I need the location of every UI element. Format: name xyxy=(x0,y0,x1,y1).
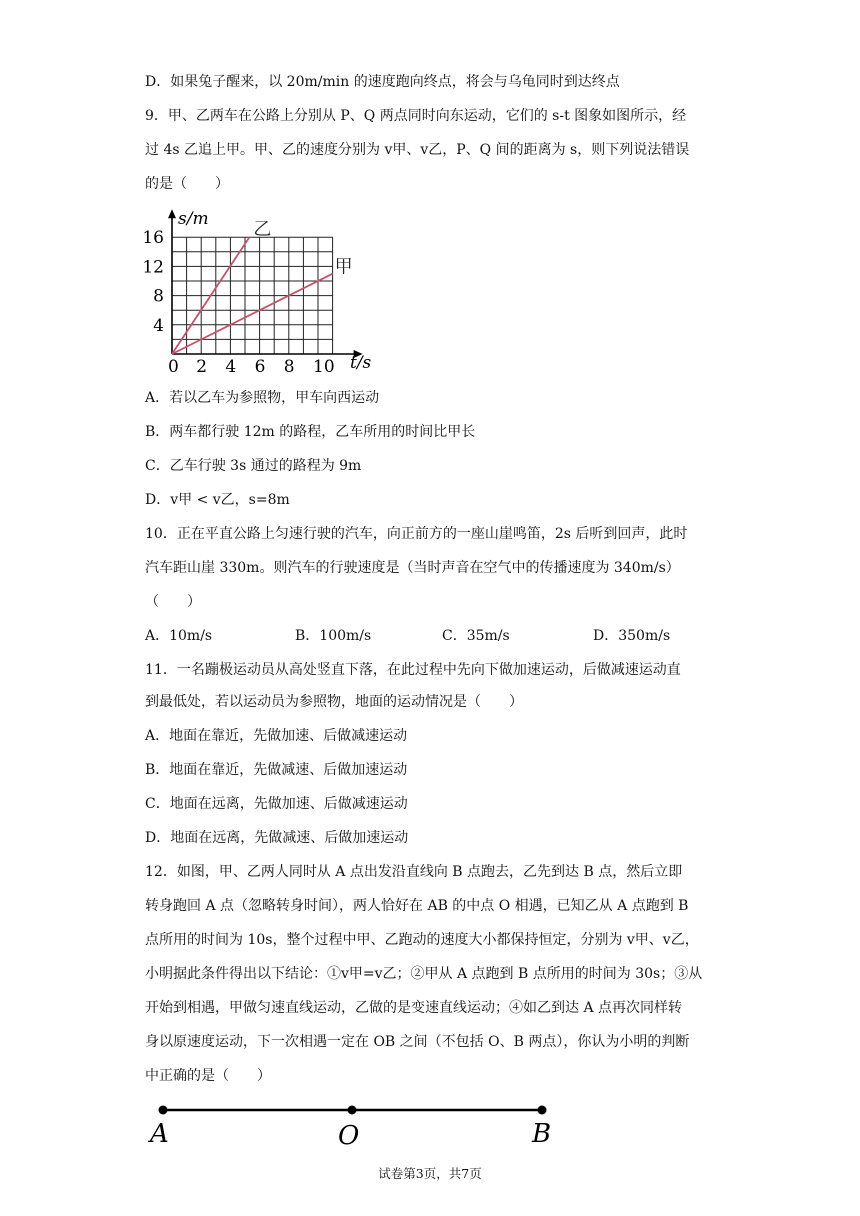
label-a: A xyxy=(150,1119,169,1149)
q10-stem-line-2: 汽车距山崖 330m。则汽车的行驶速度是（当时声音在空气中的传播速度为 340m/s） xyxy=(145,560,680,576)
q11-stem-line-2: 到最低处，若以运动员为参照物，地面的运动情况是（ ） xyxy=(145,694,523,710)
x-tick-label: 4 xyxy=(225,357,237,374)
q12-stem-line-3: 点所用的时间为 10s，整个过程中甲、乙跑动的速度大小都保持恒定，分别为 v甲、v乙， xyxy=(145,932,699,948)
q9-option-a: A．若以乙车为参照物，甲车向西运动 xyxy=(145,390,380,406)
q10-option-d: D．350m/s xyxy=(593,628,671,644)
x-tick-label: 6 xyxy=(254,357,266,374)
series-label-jia: 甲 xyxy=(334,256,353,278)
q10-stem-line-1: 10．正在平直公路上匀速行驶的汽车，向正前方的一座山崖鸣笛，2s 后听到回声，此时 xyxy=(145,526,688,542)
x-tick-label: 10 xyxy=(313,357,335,374)
q9-option-d: D．v甲 < v乙，s=8m xyxy=(145,492,290,508)
q12-stem-line-6: 身以原速度运动，下一次相遇一定在 OB 之间（不包括 O、B 两点），你认为小明的判断 xyxy=(145,1034,690,1050)
st-graph xyxy=(138,202,378,374)
q11-option-a: A．地面在靠近，先做加速、后做减速运动 xyxy=(145,728,408,744)
y-tick-label: 4 xyxy=(153,315,164,336)
q10-option-b: B．100m/s xyxy=(295,628,372,644)
y-axis-label: s/m xyxy=(178,209,209,229)
q12-stem-line-4: 小明据此条件得出以下结论：①v甲=v乙；②甲从 A 点跑到 B 点所用的时间为 30s；③从 xyxy=(145,966,703,982)
graph-grid xyxy=(172,237,333,354)
q11-stem-line-1: 11．一名蹦极运动员从高处竖直下落，在此过程中先向下做加速运动，后做减速运动直 xyxy=(145,662,681,678)
label-b: B xyxy=(532,1119,552,1149)
y-tick-label: 12 xyxy=(142,257,164,278)
series-label-yi: 乙 xyxy=(253,219,272,241)
q9-stem-line-2: 过 4s 乙追上甲。甲、乙的速度分别为 v甲、v乙，P、Q 间的距离为 s，则下列说法错误 xyxy=(145,142,690,158)
point-o xyxy=(348,1106,357,1115)
q10-stem-line-3: （ ） xyxy=(145,594,201,610)
y-axis-arrow xyxy=(168,209,176,218)
q11-option-d: D．地面在远离，先做减速、后做加速运动 xyxy=(145,830,409,846)
q9-stem-line-1: 9．甲、乙两车在公路上分别从 P、Q 两点同时向东运动，它们的 s-t 图象如图所示，经 xyxy=(145,108,687,124)
x-axis-label: t/s xyxy=(350,353,372,373)
x-tick-label: 8 xyxy=(283,357,295,374)
q10-options-row xyxy=(145,626,745,646)
aob-line-diagram xyxy=(140,1096,580,1156)
x-tick-label: 0 xyxy=(168,357,179,374)
y-tick-label: 8 xyxy=(153,286,164,307)
q12-stem-line-7: 中正确的是（ ） xyxy=(145,1068,271,1084)
q12-stem-line-1: 12．如图，甲、乙两人同时从 A 点出发沿直线向 B 点跑去，乙先到达 B 点，然后立即 xyxy=(145,864,683,880)
label-o: O xyxy=(338,1121,360,1151)
q11-option-c: C．地面在远离，先做加速、后做减速运动 xyxy=(145,796,408,812)
x-tick-label: 2 xyxy=(196,357,208,374)
graph-series xyxy=(172,219,353,354)
q12-stem-line-2: 转身跑回 A 点（忽略转身时间），两人恰好在 AB 的中点 O 相遇，已知乙从 A 点跑到 B xyxy=(145,898,689,914)
q9-option-b: B．两车都行驶 12m 的路程，乙车所用的时间比甲长 xyxy=(145,424,476,440)
q10-option-a: A．10m/s xyxy=(145,628,213,644)
series-line-jia xyxy=(172,274,333,354)
page-footer: 试卷第3页，共7页 xyxy=(378,1166,482,1181)
q9-option-c: C．乙车行驶 3s 通过的路程为 9m xyxy=(145,458,362,474)
y-tick-label: 16 xyxy=(142,228,164,249)
q8-option-d: D．如果兔子醒来，以 20m/min 的速度跑向终点，将会与乌龟同时到达终点 xyxy=(145,74,620,90)
point-a xyxy=(159,1106,168,1115)
q10-option-c: C．35m/s xyxy=(442,628,510,644)
q12-stem-line-5: 开始到相遇，甲做匀速直线运动，乙做的是变速直线运动；④如乙到达 A 点再次同样转 xyxy=(145,1000,683,1016)
q11-option-b: B．地面在靠近，先做减速、后做加速运动 xyxy=(145,762,408,778)
point-b xyxy=(538,1106,547,1115)
q9-stem-line-3: 的是（ ） xyxy=(145,176,229,192)
